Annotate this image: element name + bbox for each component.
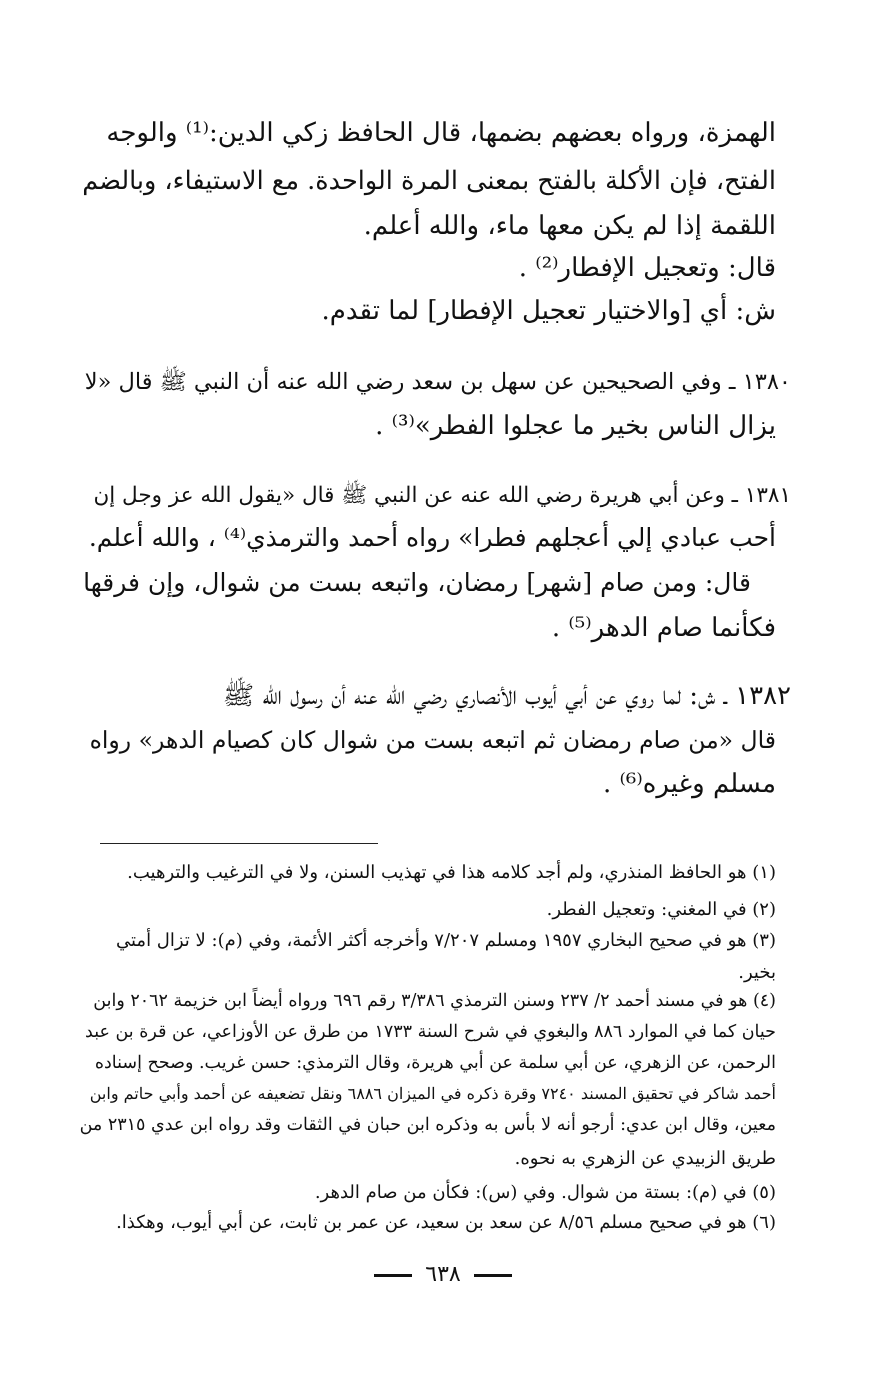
page-number (0, 1262, 886, 1287)
footnote-line: حيان كما في الموارد ٨٨٦ والبغوي في شرح السنة ١٧٣٣ من طرق عن الأوزاعي، عن قرة بن عبد (85, 1022, 776, 1042)
page-number-dash (474, 1274, 512, 1277)
main-line: قال: وتعجيل الإفطار⁽²⁾ . (518, 253, 776, 283)
footnote-line: الرحمن، عن الزهري، عن أبي سلمة عن أبي هريرة، وقال الترمذي: حسن غريب. وصحح إسناده (94, 1053, 776, 1073)
footnote-line: (١) هو الحافظ المنذري، ولم أجد كلامه هذا في تهذيب السنن، ولا في الترغيب والترهيب. (127, 862, 776, 883)
main-line: ش: أي [والاختيار تعجيل الإفطار] لما تقدم. (321, 296, 776, 326)
main-line: أحب عبادي إلي أعجلهم فطرا» رواه أحمد والترمذي⁽⁴⁾ ، والله أعلم. (88, 523, 776, 552)
footnote-line: (٥) في (م): بستة من شوال. وفي (س): فكأن من صام الدهر. (314, 1182, 776, 1203)
main-line: يزال الناس بخير ما عجلوا الفطر»⁽³⁾ . (375, 411, 776, 441)
main-line: الفتح، فإن الأكلة بالفتح بمعنى المرة الواحدة. مع الاستيفاء، وبالضم (82, 166, 776, 196)
hadith-1381-line: ١٣٨١ ـ وعن أبي هريرة رضي الله عنه عن النبي ﷺ قال «يقول الله عز وجل إن (93, 483, 791, 508)
main-line: اللقمة إذا لم يكن معها ماء، والله أعلم. (363, 211, 776, 241)
hadith-1380-line: ١٣٨٠ ـ وفي الصحيحين عن سهل بن سعد رضي الله عنه أن النبي ﷺ قال «لا (84, 369, 791, 395)
footnote-line: (٦) هو في صحيح مسلم ٨/٥٦ عن سعد بن سعيد، عن عمر بن ثابت، عن أبي أيوب، وهكذا. (116, 1212, 776, 1233)
hadith-1382-line: ١٣٨٢ ـ ش: لما روي عن أبي أيوب الأنصاري رضي الله عنه أن رسول الله ﷺ (222, 681, 791, 711)
footnote-line: معين، وقال ابن عدي: أرجو أنه لا بأس به وذكره ابن حبان في الثقات وقد رواه ابن عدي ٢٣١٥ من (79, 1115, 776, 1135)
main-line: فكأنما صام الدهر⁽⁵⁾ . (551, 613, 776, 643)
footnote-line: أحمد شاكر في تحقيق المسند ٧٢٤٠ وقرة ذكره في الميزان ٦٨٨٦ ونقل تضعيفه عن أحمد وأبي حاتم وابن (89, 1084, 776, 1103)
footnote-separator (100, 843, 378, 844)
footnote-line: (٤) هو في مسند أحمد ٢/ ٢٣٧ وسنن الترمذي ٣/٣٨٦ رقم ٦٩٦ ورواه أيضاً ابن خزيمة ٢٠٦٢ وابن (93, 991, 776, 1011)
footnote-line: بخير. (738, 962, 776, 983)
main-line: قال: ومن صام [شهر] رمضان، واتبعه بست من شوال، وإن فرقها (83, 568, 751, 597)
footnote-line: (٣) هو في صحيح البخاري ١٩٥٧ ومسلم ٧/٢٠٧ وأخرجه أكثر الأئمة، وفي (م): لا تزال أمتي (116, 930, 776, 951)
page-number-text: ٦٣٨ (425, 1262, 461, 1287)
main-line: قال «من صام رمضان ثم اتبعه بست من شوال كان كصيام الدهر» رواه (89, 726, 776, 754)
footnote-line: طريق الزبيدي عن الزهري به نحوه. (514, 1148, 776, 1169)
main-line: الهمزة، ورواه بعضهم بضمها، قال الحافظ زكي الدين:⁽¹⁾ والوجه (106, 118, 776, 148)
page-number-dash (374, 1274, 412, 1277)
footnote-line: (٢) في المغني: وتعجيل الفطر. (546, 899, 776, 920)
main-line: مسلم وغيره⁽⁶⁾ . (602, 769, 776, 799)
